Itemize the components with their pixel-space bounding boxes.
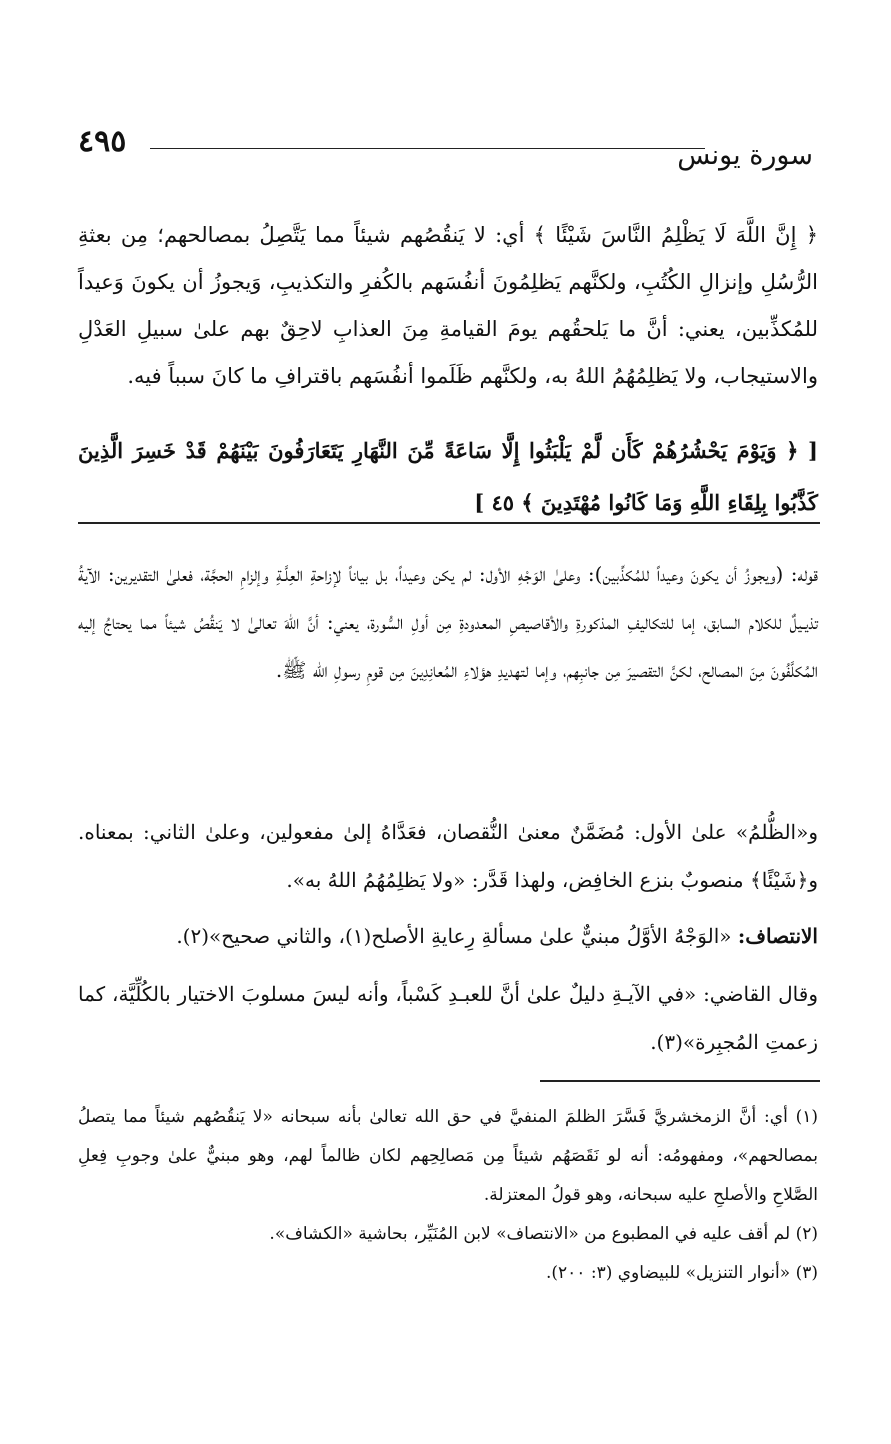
commentary-paragraph-1: قوله: (ويجوزُ أن يكونَ وعيداً للمُكذِّبين): وعلىٰ الوَجْهِ الأول: لم يكن وعيداً، بل بياناً لإزاحةِ العِلَّـةِ وإلزامِ الحجَّة، فعلىٰ التقديرين: الآيةُ تذيـيلٌ للكلام السابق، إما للتكاليفِ المذكورةِ والأقاصيصِ المعدودةِ مِن أولِ السُّورة، يعني: أنَّ اللهَ تعالىٰ لا يَنقُصُ شيئاً مما يحتاجُ إليه المُكلَّفُونَ مِنَ المصالح، لكنَّ التقصيرَ مِن جانبِهم، وإما لتهديدِ هؤلاءِ المُعانِدِينَ مِن قومِ رسولِ الله ﷺ. (78, 562, 818, 682)
quran-verse: [ ﴿ وَيَوْمَ يَحْشُرُهُمْ كَأَن لَّمْ يَلْبَثُوا إِلَّا سَاعَةً مِّنَ النَّهَارِ يَتَعَارَفُونَ بَيْنَهُمْ قَدْ خَسِرَ الَّذِينَ كَذَّبُوا بِلِقَاءِ اللَّهِ وَمَا كَانُوا مُهْتَدِينَ ﴾ ٤٥ ] (78, 438, 818, 515)
page-header (0, 118, 891, 178)
page-number: ٤٩٥ (78, 124, 127, 159)
commentary-paragraph-3 (78, 912, 818, 960)
footnote-2: (٢) لم أقف عليه في المطبوع من «الانتصاف» لابن المُنَيِّر، بحاشية «الكشاف». (269, 1224, 818, 1244)
footnote-1: (١) أي: أنَّ الزمخشريَّ فَسَّرَ الظلمَ المنفيَّ في حق الله تعالىٰ بأنه سبحانه «لا يَنقُصُهم شيئاً مما يتصلُ بمصالحهم»، ومفهومُه: أنه لو نَقَصَهُم شيئاً مِن مَصالِحِهم لكان ظالماً لهم، وهو مبنيٌّ علىٰ وجوبِ فِعلِ الصَّلاحِ والأصلحِ عليه سبحانه، وهو قولُ المعتزلة. (78, 1107, 818, 1205)
commentary-paragraph-4: وقال القاضي: «في الآيـةِ دليلٌ علىٰ أنَّ للعبـدِ كَسْباً، وأنه ليسَ مسلوبَ الاختيار بالكُلِّيَّة، كما زعمتِ المُجبِرة»(٣). (78, 982, 818, 1054)
footnotes (78, 1098, 818, 1293)
tafsir-paragraph: ﴿ إِنَّ اللَّهَ لَا يَظْلِمُ النَّاسَ شَيْئًا ﴾ أي: لا يَنقُصُهم شيئاً مما يَتَّصِلُ بمصالحهم؛ مِن بعثةِ الرُّسُلِ وإنزالِ الكُتُبِ، ولكنَّهم يَظلِمُونَ أنفُسَهم بالكُفرِ والتكذيبِ، وَيجوزُ أن يكونَ وَعيداً للمُكذِّبين، يعني: أنَّ ما يَلحقُهم يومَ القيامةِ مِنَ العذابِ لاحِقٌ بهم علىٰ سبيلِ العَدْلِ والاستيجاب، ولا يَظلِمُهُمُ اللهُ به، ولكنَّهم ظَلَموا أنفُسَهم باقترافِ ما كانَ سبباً فيه. (78, 223, 818, 388)
footnote-3: (٣) «أنوار التنزيل» للبيضاوي (٣: ٢٠٠). (545, 1263, 818, 1283)
surah-title: سورة يونس (677, 140, 813, 171)
intisaf-label: الانتصاف: (737, 924, 818, 948)
section-divider (78, 522, 820, 524)
header-rule (150, 148, 705, 149)
footnote-divider (540, 1080, 820, 1082)
commentary-paragraph-2: و«الظُّلمُ» علىٰ الأول: مُضَمَّنٌ معنىٰ النُّقصان، فعَدَّاهُ إلىٰ مفعولين، وعلىٰ الثاني: بمعناه. و﴿شَيْئًا﴾ منصوبٌ بنزع الخافِض، ولهذا قَدَّر: «ولا يَظلِمُهُمُ اللهُ به». (78, 820, 818, 892)
intisaf-text: «الوَجْهُ الأوَّلُ مبنيٌّ علىٰ مسألةِ رِعايةِ الأصلح(١)، والثاني صحيح»(٢). (176, 924, 738, 948)
